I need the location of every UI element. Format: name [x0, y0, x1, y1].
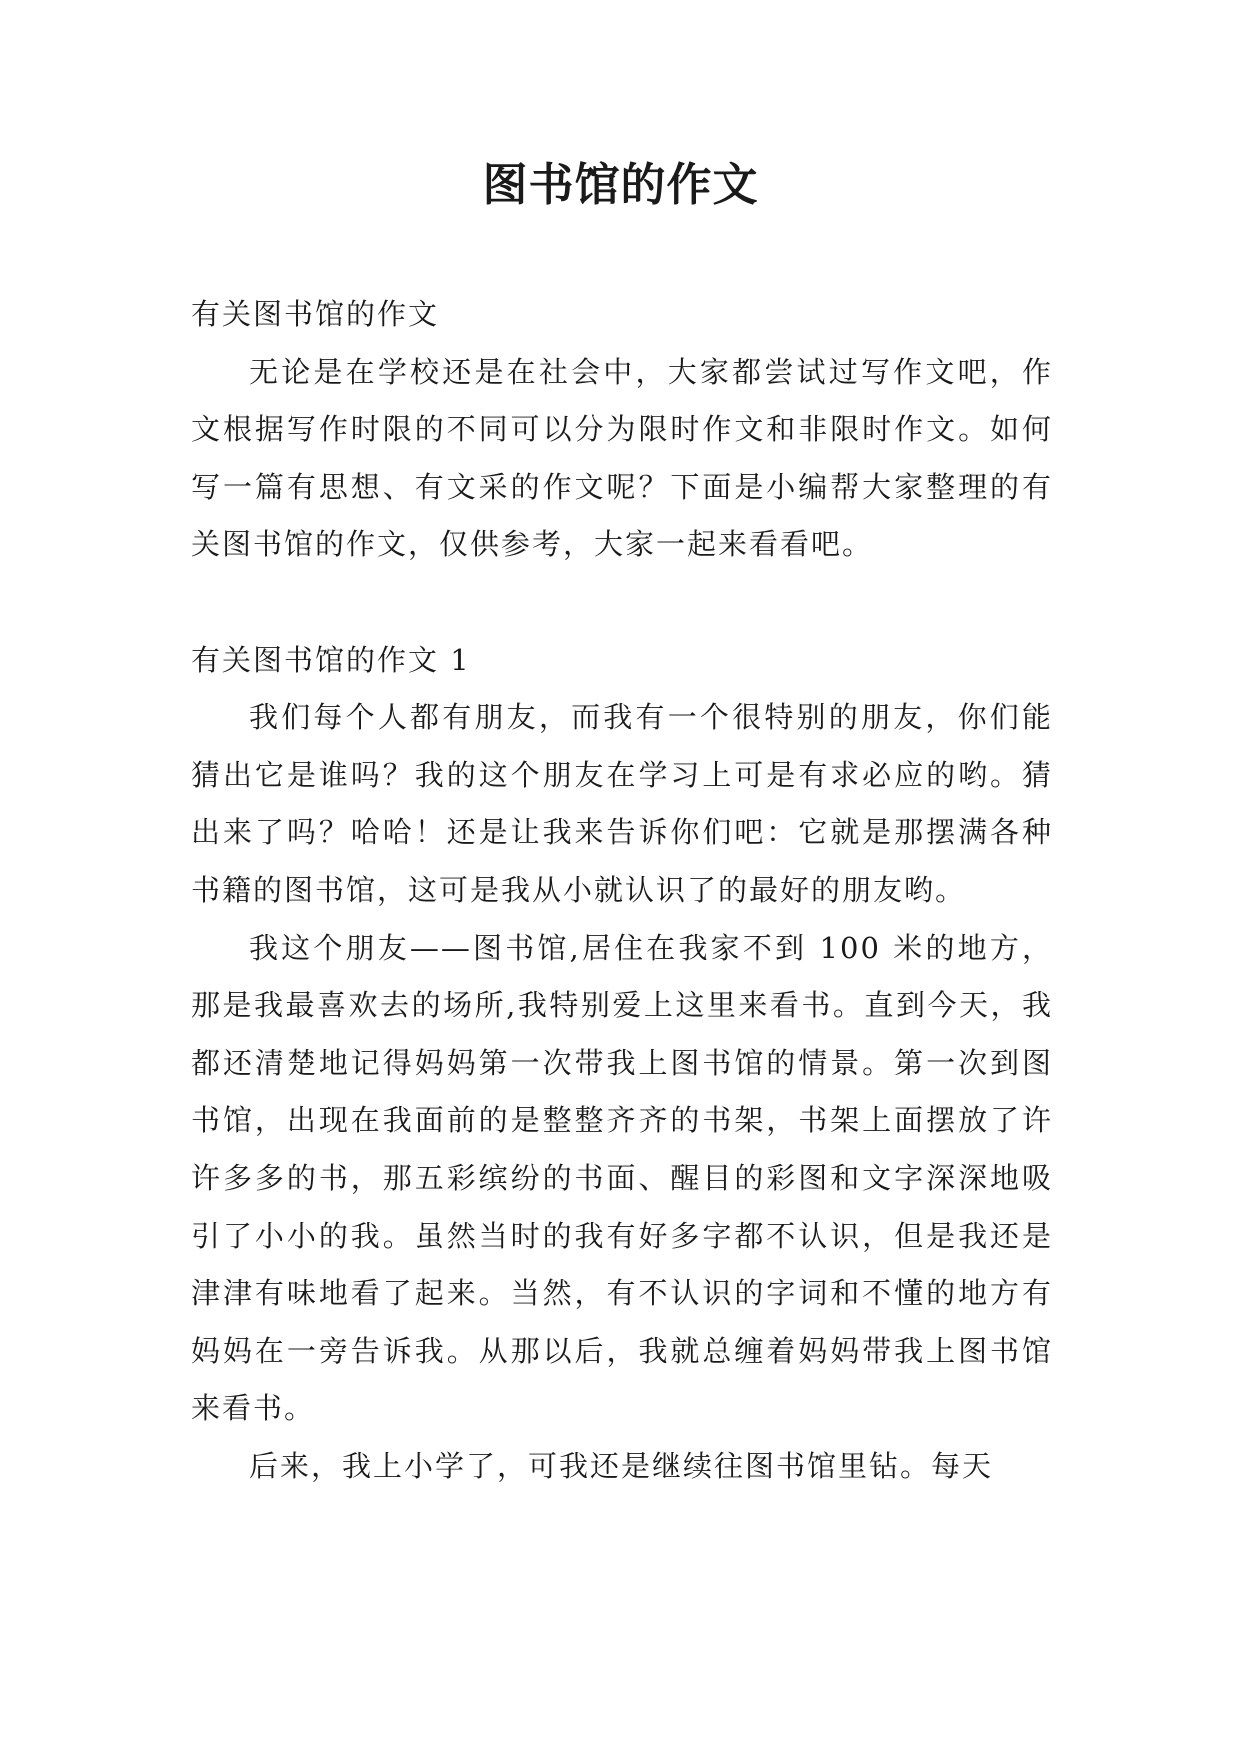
- essay-1-paragraph-1: 我们每个人都有朋友，而我有一个很特别的朋友，你们能猜出它是谁吗？我的这个朋友在学习上可是有求必应的哟。猜出来了吗？哈哈！还是让我来告诉你们吧：它就是那摆满各种书籍的图书馆，这可是我从小就认识了的最好的朋友哟。: [191, 700, 1053, 907]
- intro-paragraph: 无论是在学校还是在社会中，大家都尝试过写作文吧，作文根据写作时限的不同可以分为限时作文和非限时作文。如何写一篇有思想、有文采的作文呢？下面是小编帮大家整理的有关图书馆的作文，仅供参考，大家一起来看看吧。: [191, 354, 1053, 562]
- essay-1-heading: 有关图书馆的作文 1: [191, 642, 471, 677]
- intro-heading: 有关图书馆的作文: [191, 297, 440, 331]
- section-spacer: [191, 574, 1053, 632]
- document-body: [191, 286, 1053, 1495]
- essay-1-paragraph-3: 后来，我上小学了，可我还是继续往图书馆里钻。每天: [249, 1448, 994, 1483]
- essay-1-paragraph-2: 我这个朋友——图书馆,居住在我家不到 100 米的地方，那是我最喜欢去的场所,我特别爱上这里来看书。直到今天，我都还清楚地记得妈妈第一次带我上图书馆的情景。第一次到图书馆，出现在我面前的是整整齐齐的书架，书架上面摆放了许许多多的书，那五彩缤纷的书面、醒目的彩图和文字深深地吸引了小小的我。虽然当时的我有好多字都不认识，但是我还是津津有味地看了起来。当然，有不认识的字词和不懂的地方有妈妈在一旁告诉我。从那以后，我就总缠着妈妈带我上图书馆来看书。: [191, 930, 1053, 1426]
- document-title: 图书馆的作文: [482, 158, 759, 211]
